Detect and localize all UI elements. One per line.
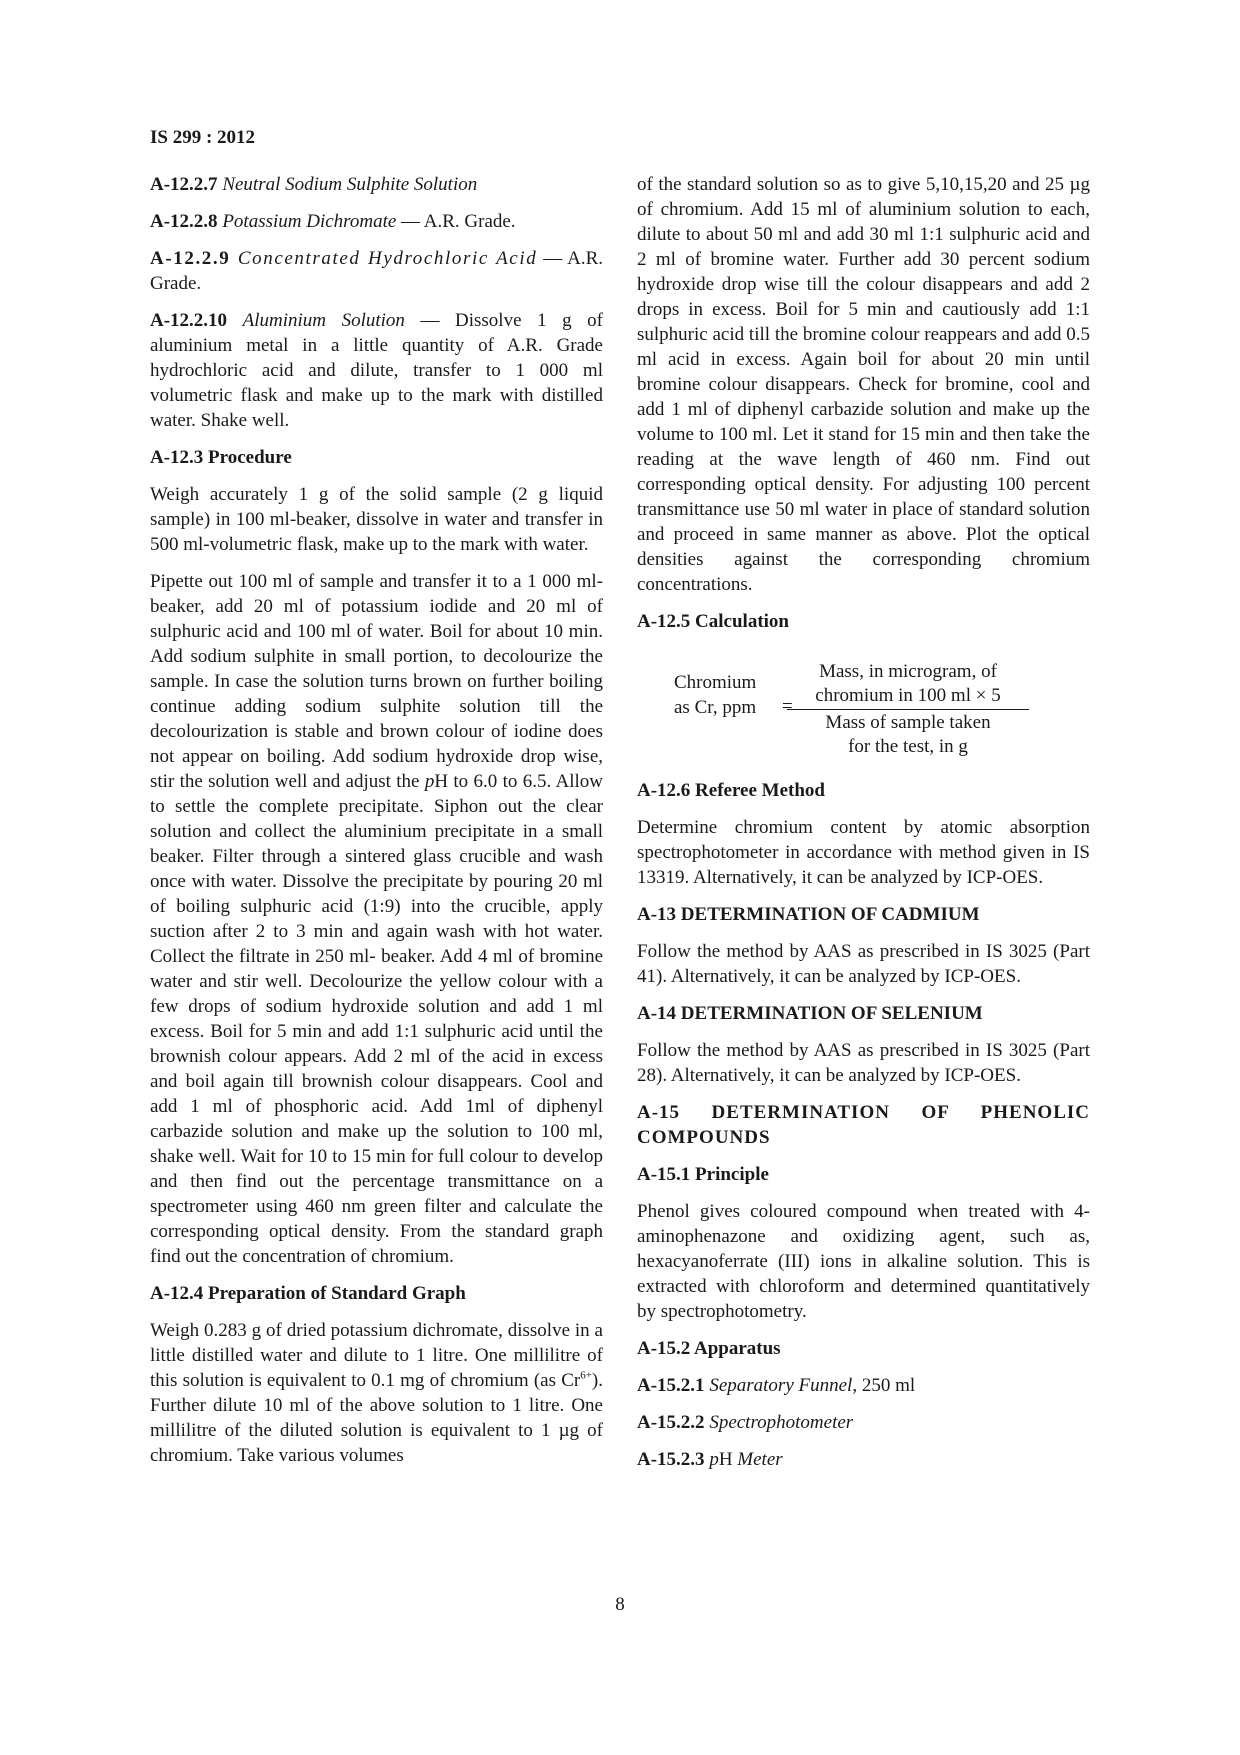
cadmium-paragraph: Follow the method by AAS as prescribed in IS 3025 (Part 41). Alternatively, it can be analyzed by ICP-OES. [637,941,1090,987]
clause-a-12-2-10 [150,308,603,433]
heading-a-12-4: A-12.4 Preparation of Standard Graph [150,1283,466,1304]
procedure-paragraph-1: Weigh accurately 1 g of the solid sample (2 g liquid sample) in 100 ml-beaker, dissolve in water and transfer in 500 ml-volumetric flask, make up to the mark with water. [150,484,603,555]
superscript: 6+ [580,1369,592,1382]
numerator-line: chromium in 100 ml × 5 [815,685,1001,706]
clause-a-15-2-3 [637,1447,1090,1472]
procedure-text: H to 6.0 to 6.5. Allow to settle the complete precipitate. Siphon out the clear solution and collect the aluminium precipitate in a small beaker. Filter through a sintered glass crucible and wash once with water. Dissolve the precipitate by pouring 20 ml of boiling sulphuric acid (1:9) into the crucible, apply suction after 2 to 3 min and again wash with hot water. Collect the filtrate in 250 ml- beaker. Add 4 ml of bromine water and stir well. Decolourize the yellow colour with a few drops of sodium hydroxide solution and add 1 ml excess. Boil for 5 min and add 1:1 sulphuric acid until the brownish colour appears. Add 2 ml of the acid in excess and boil again till brownish colour disappears. Cool and add 1 ml of phosphoric acid. Add 1ml of diphenyl carbazide solution and make up the solution to 100 ml, shake well. Wait for 10 to 15 min for full colour to develop and then find out the percentage transmittance on a spectrometer using 460 nm green filter and calculate the corresponding optical density. From the standard graph find out the concentration of chromium. [150,771,603,1267]
clause-text: , 250 ml [852,1375,916,1396]
formula-lhs [674,670,756,720]
clause-number: A-15.2.3 [637,1449,705,1470]
numerator-line: Mass, in microgram, of [819,661,997,682]
procedure-text: Pipette out 100 ml of sample and transfer it to a 1 000 ml-beaker, add 20 ml of potassium iodide and 20 ml of sulphuric acid and 100 ml of water. Boil for about 10 min. Add sodium sulphite in small portion, to decolourize the sample. In case the solution turns brown on further boiling continue adding sodium sulphite solution till the decolourization is stable and brown colour of iodine does not appear on boiling. Add sodium hydroxide drop wise, stir the solution well and adjust the [150,571,603,792]
clause-title: Potassium Dichromate [222,211,397,232]
heading-a-12-3: A-12.3 Procedure [150,447,292,468]
heading-a-15-2: A-15.2 Apparatus [637,1338,781,1359]
clause-title: Neutral Sodium Sulphite Solution [222,174,478,195]
standard-graph-paragraph [150,1318,603,1468]
standard-graph-text: ). Further dilute 10 ml of the above solution to 1 litre. One millilitre of the diluted solution is equivalent to 1 µg of chromium. Take various volumes [150,1370,603,1466]
denominator-line: Mass of sample taken [825,712,991,733]
clause-number: A-12.2.8 [150,211,218,232]
clause-text: — A.R. Grade. [150,248,603,294]
heading-a-12-5: A-12.5 Calculation [637,611,789,632]
clause-number: A-12.2.7 [150,174,218,195]
clause-text: — Dissolve 1 g of aluminium metal in a little quantity of A.R. Grade hydrochloric acid and dilute, transfer to 1 000 ml volumetric flask and make up to the mark with distilled water. Shake well. [150,310,604,431]
clause-title: Separatory Funnel [709,1375,853,1396]
formula-denominator [787,710,1029,759]
selenium-paragraph: Follow the method by AAS as prescribed in IS 3025 (Part 28). Alternatively, it can be analyzed by ICP-OES. [637,1040,1090,1086]
clause-a-15-2-1 [637,1373,1090,1398]
clause-a-15-2-2 [637,1410,1090,1435]
referee-paragraph: Determine chromium content by atomic absorption spectrophotometer in accordance with method given in IS 13319. Alternatively, it can be analyzed by ICP-OES. [637,817,1090,888]
ph-italic: p [709,1449,719,1470]
clause-number: A-15.2.2 [637,1412,705,1433]
ph-italic: p [424,771,435,792]
clause-title: Spectrophotometer [709,1412,854,1433]
procedure-paragraph-2 [150,569,603,1269]
clause-title: Meter [737,1449,783,1470]
left-column [150,172,603,1480]
page-number: 8 [615,1594,625,1615]
clause-a-12-2-8 [150,209,603,234]
clause-title: Aluminium Solution [242,310,405,331]
clause-a-12-2-7 [150,172,603,197]
heading-a-14: A-14 DETERMINATION OF SELENIUM [637,1003,983,1024]
clause-number: A-12.2.9 [150,248,231,269]
formula-lhs-line: as Cr, ppm [674,697,757,718]
clause-text: H [718,1449,738,1470]
heading-a-13: A-13 DETERMINATION OF CADMIUM [637,904,980,925]
heading-a-12-6: A-12.6 Referee Method [637,780,825,801]
heading-a-15-1: A-15.1 Principle [637,1164,769,1185]
clause-a-12-2-9 [150,246,603,296]
principle-paragraph: Phenol gives coloured compound when treated with 4-aminophenazone and oxidizing agent, such as, hexacyanoferrate (III) ions in alkaline solution. This is extracted with chloroform and determined quantitatively by spectrophotometry. [637,1201,1090,1322]
clause-number: A-15.2.1 [637,1375,705,1396]
right-column [637,172,1090,1484]
document-header: IS 299 : 2012 [150,127,256,148]
formula-equals: = [782,696,793,717]
standard-graph-text: Weigh 0.283 g of dried potassium dichromate, dissolve in a little distilled water and dilute to 1 litre. One millilitre of this solution is equivalent to 0.1 mg of chromium (as Cr [150,1320,603,1391]
formula-fraction [787,660,1029,759]
formula-numerator [787,660,1029,710]
formula-lhs-line: Chromium [674,672,757,693]
clause-text: — A.R. Grade. [396,211,516,232]
clause-title: Concentrated Hydrochloric Acid [237,248,538,269]
standard-graph-continuation: of the standard solution so as to give 5,10,15,20 and 25 µg of chromium. Add 15 ml of aluminium solution to each, dilute to about 50 ml and add 30 ml 1:1 sulphuric acid and 2 ml of bromine water. Further add 30 percent sodium hydroxide drop wise till the colour disappears and add 2 drops in excess. Boil for 5 min and cautiously add 1:1 sulphuric acid till the bromine colour reappears and add 0.5 ml acid in excess. Again boil for about 20 min until bromine colour disappears. Check for bromine, cool and add 1 ml of diphenyl carbazide solution and make up the volume to 100 ml. Let it stand for 15 min and then take the reading at the wave length of 460 nm. Find out corresponding optical density. For adjusting 100 percent transmittance use 50 ml water in place of standard solution and proceed in same manner as above. Plot the optical densities against the corresponding chromium concentrations. [637,174,1090,595]
heading-a-15: A-15 DETERMINATION OF PHENOLIC COMPOUNDS [637,1102,1090,1148]
chromium-formula [637,660,1090,758]
denominator-line: for the test, in g [848,736,968,757]
clause-number: A-12.2.10 [150,310,228,331]
